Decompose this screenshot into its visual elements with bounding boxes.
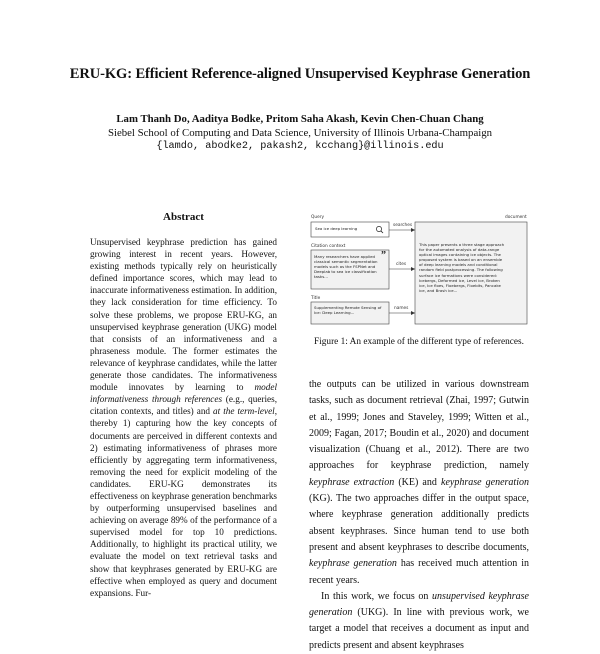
intro-paragraph-1 — [309, 377, 529, 589]
intro-text: (KE) and — [394, 476, 441, 488]
abstract-text-1: Unsupervised keyphrase prediction has gained growing interest in recent years. However, existing methods typically rely on heuristically defined importance scores, which may lead to inaccurate informativeness estimation. In addition, they lack consideration for time efficiency. To solve these problems, we propose ERU-KG, an unsupervised keyphrase generation (UKG) model that consists of an informativeness and a phraseness module. The former estimates the relevance of keyphrase candidates, while the latter generate those candidates. The informativeness module innovates by learning to — [90, 237, 277, 393]
abstract-emphasis-1: model informativeness through references — [90, 382, 277, 405]
searches-edge-label: searches — [393, 223, 413, 228]
quote-icon: ” — [381, 250, 386, 261]
names-arrowhead — [411, 311, 415, 315]
paper-authors: Lam Thanh Do, Aaditya Bodke, Pritom Saha Akash, Kevin Chen-Chuan Chang — [116, 113, 484, 125]
intro-emphasis: keyphrase generation — [309, 558, 397, 570]
citation-text: Many researchers have applied classical semantic segmentation models such as the FSPNet and Deeplab to sea ice classification tasks... — [314, 254, 378, 280]
query-text: Sea ice deep learning — [315, 226, 358, 231]
searches-arrowhead — [411, 228, 415, 232]
intro-text: In this work, we focus on — [321, 590, 433, 602]
intro-text: (KG). The two approaches differ in the output space, where keyphrase generation additionally predicts absent keyphrases. Since human tend to use both present and absent keyphrases to describe documents, — [309, 493, 529, 553]
query-label: Query — [311, 215, 325, 220]
abstract-body — [90, 236, 277, 599]
title-label: Title — [311, 296, 321, 301]
citation-label: Citation context — [311, 244, 346, 249]
cites-edge-label: cites — [396, 262, 407, 267]
intro-body — [309, 377, 529, 654]
names-edge-label: names — [394, 306, 409, 311]
document-label: document — [505, 215, 527, 220]
intro-text: the outputs can be utilized in various downstream tasks, such as document retrieval (Zhai, 1997; Gutwin et al., 1999; Jones and Staveley, 1999; Witten et al., 2009; Fagan, 2017; Boudin et al., 2020) and document visualization (Chuang et al., 2012). There are two approaches for keyphrase prediction, namely — [309, 379, 529, 472]
document-text: This paper presents a three stage approach for the automated analysis of data-range optical images containing ice objects. The proposed system is based on an ensemble of deep learning models and conditional random field postprocessing. The following surface ice formations were considered: Icebergs, Deformed ice, Level ice, Broken ice, Ice floes, Floebergs, Floebits, Pancake ice, and Brash ice... — [419, 242, 505, 293]
intro-text: has received much attention in recent years. — [309, 558, 529, 586]
title-text: Supplementing Remote Sensing of Ice: Deep Learning... — [314, 305, 382, 316]
abstract-text-3: , thereby 1) capturing how the key concepts of documents are perceived in different contexts and 2) estimating informativeness of phrases more efficiently by aggregating term informativeness, removing the need for explicit modeling of the candidates. ERU-KG demonstrates its effectiveness on keyphrase generation benchmarks by outperforming unsupervised baselines and achieving on average 89% of the performance of a supervised model for top 10 predictions. Additionally, to highlight its practical utility, we evaluate the model on text retrieval tasks and show that keyphrases generated by ERU-KG are effective when employed as query and document expansions. Fur- — [90, 406, 277, 598]
intro-emphasis: unsupervised keyphrase generation — [309, 590, 529, 619]
abstract-heading: Abstract — [163, 211, 204, 223]
abstract-emphasis-2: at the term-level — [213, 406, 275, 417]
cites-arrowhead — [411, 267, 415, 271]
intro-paragraph-2 — [309, 589, 529, 654]
paper-title: ERU-KG: Efficient Reference-aligned Unsupervised Keyphrase Generation — [69, 66, 531, 82]
figure-caption: Figure 1: An example of the different type of references. — [314, 337, 524, 347]
intro-emphasis: keyphrase generation — [441, 476, 529, 488]
abstract-text-2: (e.g., queries, citation contexts, and titles) and — [90, 394, 277, 417]
intro-text: (UKG). In line with previous work, we target a model that receives a document as input and predicts present and absent keyphrases — [309, 607, 529, 651]
paper-affiliation: Siebel School of Computing and Data Science, University of Illinois Urbana-Champaign — [107, 127, 493, 139]
intro-emphasis: keyphrase extraction — [309, 476, 395, 488]
reference-types-figure — [309, 209, 529, 329]
paper-emails: {lamdo, abodke2, pakash2, kcchang}@illinois.edu — [156, 141, 444, 152]
